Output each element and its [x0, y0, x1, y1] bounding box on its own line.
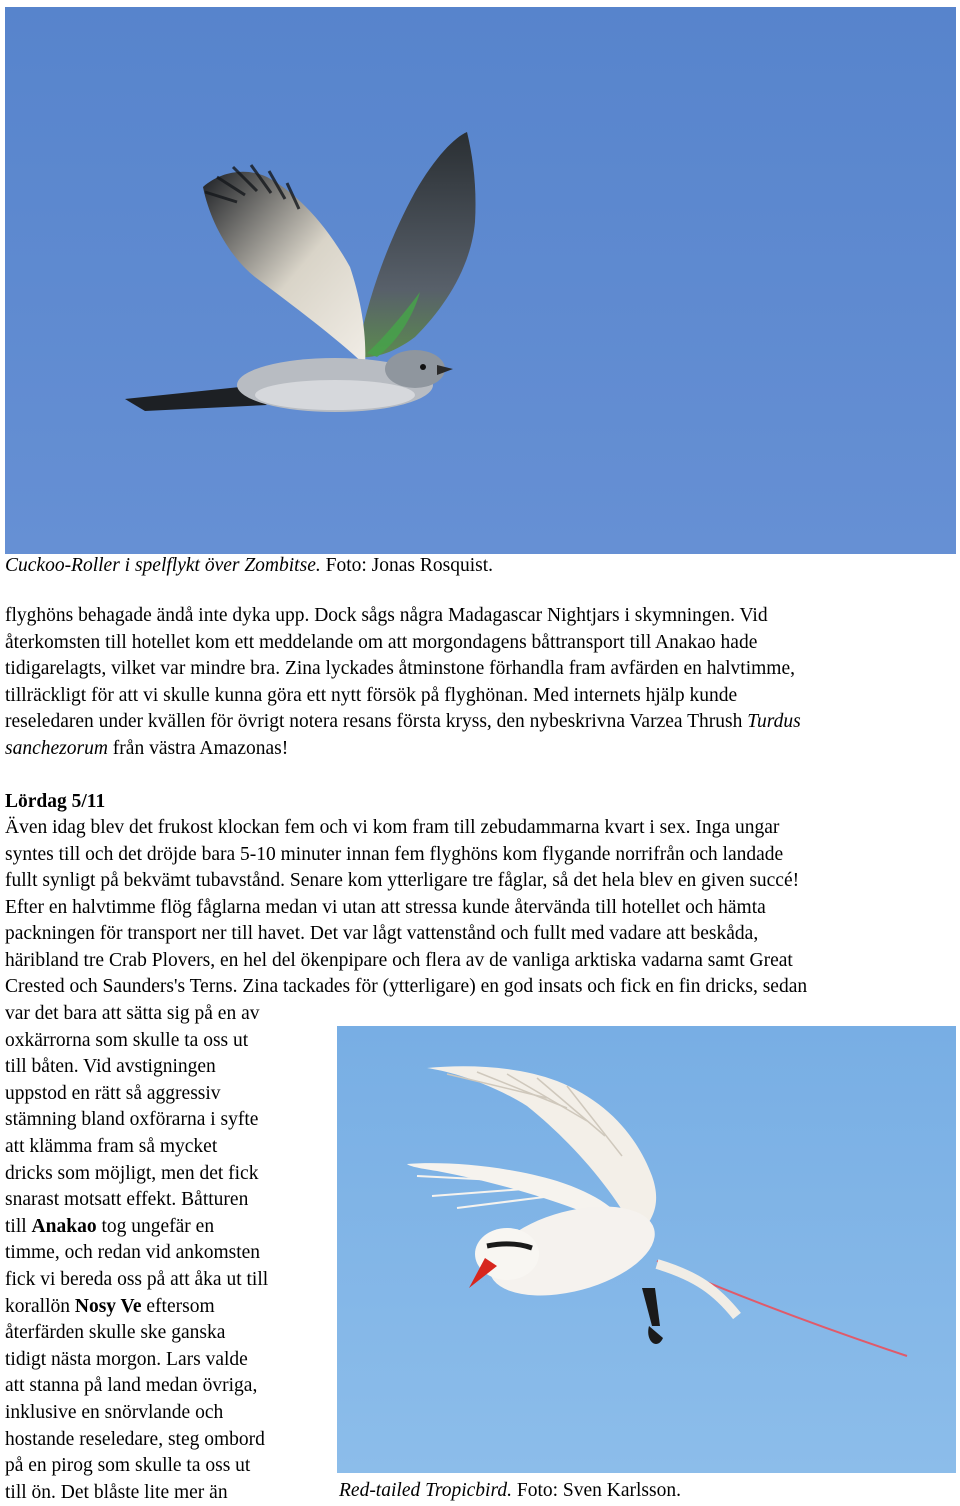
bird-head	[385, 350, 445, 388]
caption-credit: Foto: Jonas Rosquist.	[320, 555, 494, 576]
text-line: häribland tre Crab Plovers, en hel del ökenpipare och flera av de vanliga arktiska vadarna samt Great	[5, 949, 793, 971]
text-line: inklusive en snörvlande och	[5, 1401, 224, 1423]
text-line: syntes till och det dröjde bara 5-10 minuter innan fem flyghöns kom flygande norrifrån och landade	[5, 843, 784, 865]
text-line: oxkärrorna som skulle ta oss ut	[5, 1029, 249, 1051]
text-line: reseledaren under kvällen för övrigt notera resans första kryss, den nybeskrivna Varzea Thrush Turdus	[5, 711, 801, 732]
text-line: dricks som möjligt, men det fick	[5, 1162, 259, 1184]
day-heading: Lördag 5/11	[5, 791, 106, 812]
text-line: hostande reseledare, steg ombord	[5, 1428, 265, 1450]
species-latin-name: Turdus	[747, 711, 801, 732]
text-line: till Anakao tog ungefär en	[5, 1215, 215, 1237]
body-paragraph-3	[5, 1001, 330, 1506]
text-line: fullt synligt på bekvämt tubavstånd. Senare kom ytterligare tre fåglar, så det hela blev en given succé!	[5, 870, 800, 891]
text-line: tillräckligt för att vi skulle kunna göra ett nytt försök på flyghönan. Med internets hjälp kunde	[5, 684, 738, 706]
text-line: till båten. Vid avstigningen	[5, 1056, 216, 1078]
species-latin-name: sanchezorum	[5, 737, 108, 759]
text-line: att stanna på land medan övriga,	[5, 1375, 258, 1397]
text-line: korallön Nosy Ve eftersom	[5, 1295, 215, 1317]
text-line: till ön. Det blåste lite mer än	[5, 1481, 228, 1503]
text-line: timme, och redan vid ankomsten	[5, 1242, 261, 1264]
text-line: var det bara att sätta sig på en av	[5, 1003, 260, 1024]
caption-credit: Foto: Sven Karlsson.	[511, 1480, 681, 1501]
text-line: att klämma fram så mycket	[5, 1135, 218, 1157]
caption-species: Red-tailed Tropicbird.	[339, 1480, 512, 1501]
text-line: Crested och Saunders's Terns. Zina tackades för (ytterligare) en god insats och fick en fin dricks, sedan	[5, 976, 808, 997]
caption-species: Cuckoo-Roller i spelflykt över Zombitse.	[5, 555, 321, 576]
text-line: tidigarelagts, vilket var mindre bra. Zina lyckades åtminstone förhandla fram avfärden en halvtimme,	[5, 658, 796, 679]
photo-caption-tropicbird	[339, 1479, 681, 1503]
body-paragraph-1	[5, 603, 957, 762]
text-line: Efter en halvtimme flög fåglarna medan vi utan att stressa kunde återvända till hotellet och hämta	[5, 896, 766, 918]
text-line: återkomsten till hotellet kom ett meddelande om att morgondagens båttransport till Anakao hade	[5, 631, 758, 653]
text-line: tidigt nästa morgon. Lars valde	[5, 1348, 248, 1370]
cuckoo-roller-photo	[5, 7, 956, 554]
text-line: sanchezorum från västra Amazonas!	[5, 737, 289, 759]
text-line: på en pirog som skulle ta oss ut	[5, 1455, 251, 1477]
body-paragraph-2	[5, 815, 957, 1001]
text-line: snarast motsatt effekt. Båtturen	[5, 1189, 249, 1211]
text-line: Även idag blev det frukost klockan fem och vi kom fram till zebudammarna kvart i sex. Inga ungar	[5, 817, 780, 838]
text-line: fick vi bereda oss på att åka ut till	[5, 1268, 269, 1290]
sky-background	[5, 7, 956, 554]
text-line: stämning bland oxförarna i syfte	[5, 1109, 259, 1131]
tropicbird-photo	[337, 1026, 956, 1473]
text-line: uppstod en rätt så aggressiv	[5, 1082, 221, 1104]
photo-caption-cuckoo-roller	[5, 554, 493, 578]
text-line: flyghöns behagade ändå inte dyka upp. Dock sågs några Madagascar Nightjars i skymningen. Vid	[5, 605, 768, 626]
place-name-anakao: Anakao	[31, 1215, 97, 1237]
text-line: återfärden skulle ske ganska	[5, 1322, 226, 1344]
text-line: packningen för transport ner till havet. Det var lågt vattenstånd och fullt med vadare att beskåda,	[5, 923, 759, 944]
place-name-nosy-ve: Nosy Ve	[74, 1295, 142, 1317]
